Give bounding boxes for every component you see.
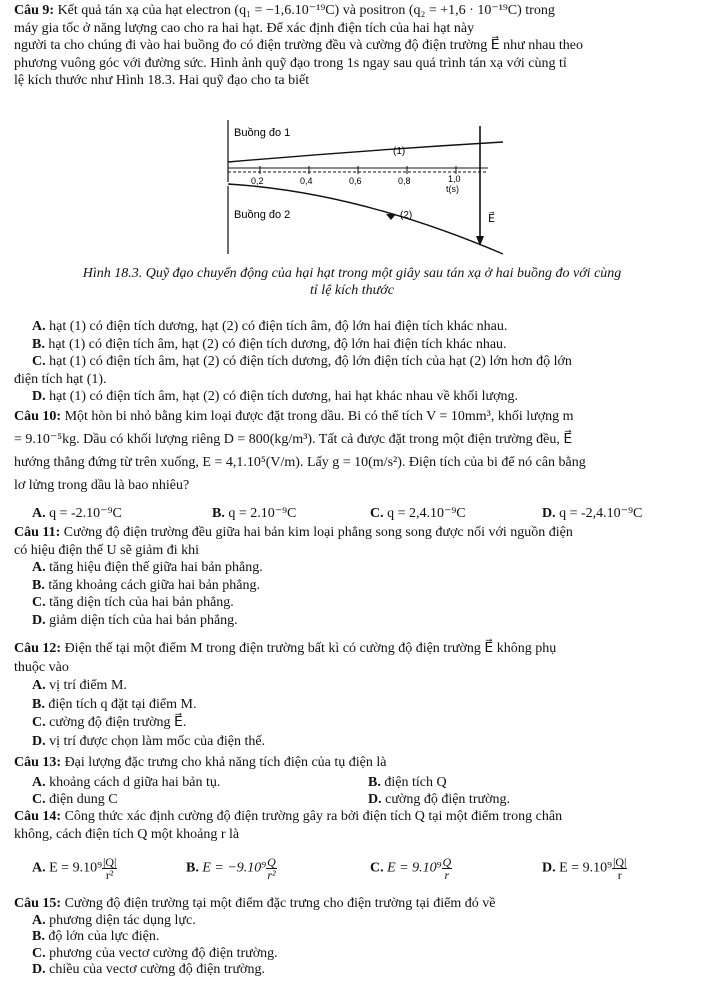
tick-label: 0,4: [300, 176, 313, 186]
question-12-label: Câu 12:: [14, 641, 62, 656]
fraction-denominator: r²: [267, 868, 276, 882]
question-11-stem: [14, 524, 690, 629]
caption-line: tỉ lệ kích thước: [310, 283, 394, 298]
fraction-denominator: r: [444, 868, 450, 882]
tick-label: 0,6: [349, 176, 362, 186]
field-arrow-head: [476, 236, 484, 246]
track-1-label: (1): [393, 146, 406, 157]
option-key: B.: [32, 577, 45, 593]
track-2-arrowhead: [386, 214, 396, 220]
option-text: điện tích hạt (1).: [14, 371, 107, 387]
stem-line: lơ lửng trong dầu là bao nhiêu?: [14, 478, 190, 493]
option-text: cường độ điện trường.: [385, 792, 510, 807]
stem-line: Đại lượng đặc trưng cho khả năng tích điện của tụ điện là: [64, 755, 387, 770]
stem-line: = 9.10⁻⁵kg. Dầu có khối lượng riêng D = 800(kg/m³). Tất cả được đặt trong một điện trường đều, E⃗: [14, 432, 573, 447]
stem-line: Cường độ điện trường tại một điểm đặc trưng cho điện trường tại điểm đó về: [64, 896, 496, 911]
option-key: C.: [32, 595, 46, 610]
option-text: vị trí điểm M.: [49, 678, 127, 693]
chamber-1-label: Buồng đo 1: [234, 127, 291, 139]
option-key: D.: [32, 733, 46, 749]
option-key: A.: [32, 560, 46, 575]
caption-line: Hình 18.3. Quỹ đạo chuyển động của hại hạt trong một giây sau tán xạ ở hai buồng đo với cùng: [82, 266, 622, 281]
axis-unit-label: t(s): [446, 184, 459, 194]
question-11-label: Câu 11:: [14, 525, 61, 540]
option-text: điện tích Q: [384, 775, 447, 790]
formula-lhs: E = −9.10⁹: [202, 860, 267, 876]
fraction-numerator: Q: [442, 855, 452, 869]
option-key: C.: [370, 860, 384, 876]
option-text: điện tích q đặt tại điểm M.: [48, 696, 197, 712]
option-key: C.: [370, 506, 384, 521]
chamber-2-label: Buồng đo 2: [234, 209, 291, 221]
option-text: giảm diện tích của hai bản phẳng.: [49, 612, 238, 628]
option-text: độ lớn của lực điện.: [48, 929, 160, 944]
formula-lhs: E = 9.10⁹: [387, 860, 442, 876]
question-9-stem: [14, 2, 690, 90]
option-text: tăng hiệu điện thế giữa hai bản phẳng.: [49, 560, 263, 575]
option-key: B.: [368, 775, 381, 790]
formula-fraction: [612, 856, 627, 881]
tick-label: 1,0: [448, 174, 461, 184]
question-9-label: Câu 9:: [14, 3, 55, 18]
stem-line: có hiệu điện thế U sẽ giảm đi khi: [14, 542, 200, 558]
option-key: B.: [212, 506, 225, 521]
option-text: hạt (1) có điện tích âm, hạt (2) có điện tích dương, độ lớn hai điện tích khác nhau.: [48, 336, 507, 352]
option-key: A.: [32, 775, 46, 790]
option-text: khoảng cách d giữa hai bản tụ.: [49, 775, 221, 790]
option-key: D.: [32, 389, 46, 404]
option-text: q = 2.10⁻⁹C: [228, 506, 297, 521]
option-text: cường độ điện trường E⃗.: [49, 715, 187, 730]
option-key: A.: [32, 678, 46, 693]
stem-line: máy gia tốc ở năng lượng cao cho ra hai hạt. Để xác định điện tích của hai hạt này: [14, 20, 475, 36]
question-10-options: [32, 504, 692, 526]
option-key: D.: [542, 860, 556, 876]
stem-line: hướng thẳng đứng từ trên xuống, E = 4,1.10⁵(V/m). Lấy g = 10(m/s²). Điện tích của bi để nó cân bằng: [14, 455, 586, 470]
stem-line: lệ kích thước như Hình 18.3. Hai quỹ đạo cho ta biết: [14, 73, 310, 88]
formula-fraction: [102, 856, 117, 881]
option-key: A.: [32, 912, 46, 928]
option-key: A.: [32, 860, 46, 876]
option-text: q = -2.10⁻⁹C: [49, 506, 122, 521]
formula-fraction: [266, 856, 277, 881]
option-text: điện dung C: [49, 792, 118, 807]
option-key: C.: [32, 354, 46, 369]
question-9-options: [14, 318, 690, 406]
option-key: B.: [32, 696, 45, 712]
option-key: C.: [32, 715, 46, 730]
option-text: phương diện tác dụng lực.: [49, 912, 196, 928]
stem-line: Một hòn bi nhỏ bằng kim loại được đặt trong dầu. Bi có thể tích V = 10mm³, khối lượng m: [64, 409, 574, 424]
option-text: tăng khoảng cách giữa hai bản phẳng.: [48, 577, 261, 593]
question-15-label: Câu 15:: [14, 896, 62, 911]
question-14-options: [32, 856, 692, 886]
formula-lhs: E = 9.10⁹: [49, 860, 102, 876]
tick-label: 0,2: [251, 176, 264, 186]
question-14-stem: [14, 808, 690, 843]
option-key: D.: [368, 792, 382, 807]
option-key: A.: [32, 319, 46, 334]
question-14-label: Câu 14:: [14, 809, 62, 824]
option-text: chiều của vectơ cường độ điện trường.: [49, 962, 265, 977]
question-10-label: Câu 10:: [14, 409, 62, 424]
option-text: phương của vectơ cường độ điện trường.: [49, 945, 278, 961]
track-2-label: (2): [400, 210, 413, 221]
formula-lhs: E = 9.10⁹: [559, 860, 612, 876]
option-key: D.: [32, 612, 46, 628]
stem-line: phương vuông góc với đường sức. Hình ảnh quỹ đạo trong 1s ngay sau quá trình tán xạ với cùng tỉ: [14, 55, 567, 71]
trajectory-figure: [218, 118, 508, 258]
option-text: hạt (1) có điện tích dương, hạt (2) có điện tích âm, độ lớn hai điện tích khác nhau.: [49, 319, 508, 334]
stem-line: Cường độ điện trường đều giữa hai bản kim loại phẳng song song được nối với nguồn điện: [63, 525, 573, 540]
question-12-stem: [14, 640, 690, 751]
option-key: C.: [32, 792, 46, 807]
question-13-label: Câu 13:: [14, 755, 62, 770]
option-key: B.: [186, 860, 199, 876]
option-key: C.: [32, 945, 46, 961]
fraction-numerator: Q: [267, 855, 276, 869]
tick-label: 0,8: [398, 176, 411, 186]
fraction-numerator: |Q|: [102, 855, 117, 869]
question-15-stem: [14, 896, 690, 979]
stem-line: không, cách điện tích Q một khoảng r là: [14, 826, 240, 842]
stem-line: Kết quả tán xạ của hạt electron (q₁ = −1,6.10⁻¹⁹C) và positron (q₂ = +1,6 · 10⁻¹⁹C) trong: [57, 3, 555, 18]
option-key: B.: [32, 929, 45, 944]
option-text: q = -2,4.10⁻⁹C: [559, 506, 643, 521]
formula-fraction: [442, 856, 453, 881]
option-text: q = 2,4.10⁻⁹C: [387, 506, 466, 521]
option-key: A.: [32, 506, 46, 521]
stem-line: Điện thế tại một điểm M trong điện trường bất kì có cường độ điện trường E⃗ không phụ: [64, 641, 557, 656]
fraction-denominator: r: [617, 868, 622, 882]
fraction-numerator: |Q|: [612, 855, 627, 869]
figure-caption: [14, 265, 690, 299]
option-text: hạt (1) có điện tích âm, hạt (2) có điện tích dương, hai hạt khác nhau về khối lượng.: [49, 389, 519, 404]
field-label: E⃗: [488, 213, 495, 225]
stem-line: người ta cho chúng đi vào hai buồng đo có điện trường đều và cường độ điện trường E⃗ như nhau theo: [14, 38, 584, 53]
question-10-stem: [14, 405, 690, 497]
stem-line: thuộc vào: [14, 659, 69, 675]
option-text: hạt (1) có điện tích âm, hạt (2) có điện tích dương, độ lớn điện tích của hạt (2) lớn hơn độ lớn: [49, 354, 572, 369]
option-text: vị trí được chọn làm mốc của điện thế.: [49, 733, 266, 749]
option-key: D.: [32, 962, 46, 977]
question-13-stem: [14, 754, 690, 772]
stem-line: Công thức xác định cường độ điện trường gây ra bởi điện tích Q tại một điểm trong chân: [64, 809, 563, 824]
fraction-denominator: r²: [105, 868, 114, 882]
option-key: B.: [32, 336, 45, 352]
option-key: D.: [542, 506, 556, 521]
option-text: tăng diện tích của hai bản phẳng.: [49, 595, 234, 610]
track-1-path: [228, 142, 503, 162]
